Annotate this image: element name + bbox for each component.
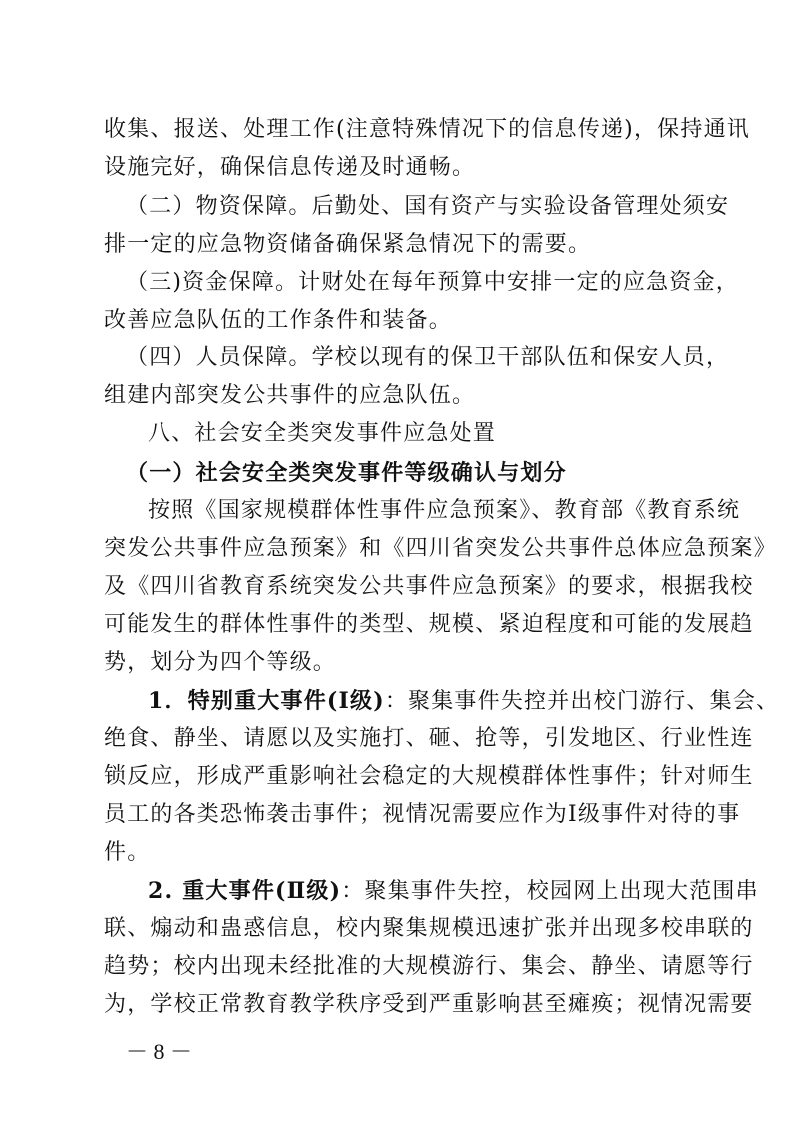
paragraph-line: 及《四川省教育系统突发公共事件应急预案》的要求，根据我校 (104, 574, 754, 599)
paragraph-line: 件。 (104, 840, 151, 865)
paragraph-line: 可能发生的群体性事件的类型、规模、紧迫程度和可能的发展趋 (104, 612, 754, 637)
paragraph-line: 组建内部突发公共事件的应急队伍。 (104, 383, 476, 408)
paragraph-line: （二）物资保障。后勤处、国有资产与实验设备管理处须安 (126, 194, 730, 219)
subsection-heading: （一）社会安全类突发事件等级确认与划分 (126, 460, 567, 486)
page-number: － 8 － (126, 1039, 193, 1064)
paragraph-line: 绝食、静坐、请愿以及实施打、砸、抢等，引发地区、行业性连 (104, 726, 754, 751)
paragraph-line: 员工的各类恐怖袭击事件；视情况需要应作为Ⅰ级事件对待的事 (104, 802, 741, 827)
paragraph-line: 联、煽动和蛊惑信息，校内聚集规模迅速扩张并出现多校串联的 (104, 916, 754, 941)
level-2-text: ：聚集事件失控，校园网上出现大范围串 (341, 879, 759, 904)
level-2-line (148, 876, 759, 907)
section-heading: 八、社会安全类突发事件应急处置 (148, 421, 497, 446)
paragraph-line: 收集、报送、处理工作(注意特殊情况下的信息传递)，保持通讯 (104, 117, 750, 142)
paragraph-line: 锁反应，形成严重影响社会稳定的大规模群体性事件；针对师生 (104, 764, 754, 789)
paragraph-line: （四）人员保障。学校以现有的保卫干部队伍和保安人员， (126, 345, 730, 370)
level-1-line (148, 686, 780, 717)
paragraph-line: 改善应急队伍的工作条件和装备。 (104, 308, 453, 333)
paragraph-line: 突发公共事件应急预案》和《四川省突发公共事件总体应急预案》 (104, 536, 777, 561)
paragraph-line: 按照《国家规模群体性事件应急预案》、教育部《教育系统 (148, 498, 741, 523)
paragraph-line: 势，划分为四个等级。 (104, 650, 337, 675)
paragraph-line: 为，学校正常教育教学秩序受到严重影响甚至瘫痪；视情况需要 (104, 992, 754, 1017)
paragraph-line: 排一定的应急物资储备确保紧急情况下的需要。 (104, 232, 592, 257)
level-1-label: 1．特别重大事件(Ⅰ级) (148, 688, 385, 714)
paragraph-line: 设施完好，确保信息传递及时通畅。 (104, 155, 476, 180)
level-1-text: ：聚集事件失控并出校门游行、集会、 (384, 689, 780, 714)
paragraph-line: 趋势；校内出现未经批准的大规模游行、集会、静坐、请愿等行 (104, 954, 754, 979)
paragraph-line: （三)资金保障。计财处在每年预算中安排一定的应急资金， (126, 270, 739, 295)
level-2-label: 2. 重大事件(Ⅱ级) (148, 878, 342, 904)
